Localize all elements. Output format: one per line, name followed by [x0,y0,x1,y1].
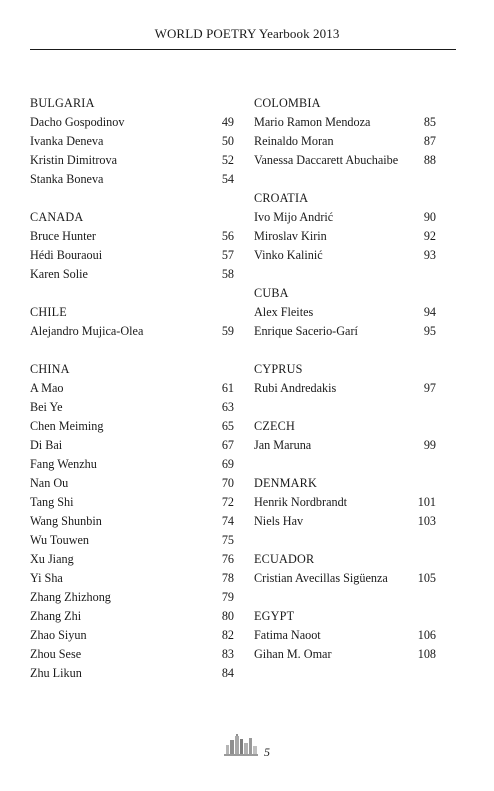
country-section [254,189,436,265]
poet-name: Zhang Zhizhong [30,590,111,604]
country-section [254,94,436,170]
page-ref: 103 [417,514,436,528]
contents-entry [30,607,234,626]
country-heading: CYPRUS [254,362,303,376]
page-ref: 78 [221,571,234,585]
page-ref: 95 [423,324,436,338]
poet-name: Henrik Nordbrandt [254,495,348,509]
contents-entry [30,531,234,550]
poet-name: Ivanka Deneva [30,134,104,148]
contents-entry [254,113,436,132]
poet-name: Alex Fleites [254,305,314,319]
poet-name: Stanka Boneva [30,172,104,186]
page-ref: 108 [417,647,436,661]
contents-column-right [254,94,436,683]
contents-entry [30,569,234,588]
poet-name: Miroslav Kirin [254,229,327,243]
contents-entry [254,322,436,341]
country-section [30,208,234,284]
country-heading: DENMARK [254,476,318,490]
page-ref: 99 [423,438,436,452]
poet-name: Chen Meiming [30,419,104,433]
country-section [254,474,436,531]
contents-entry [30,588,234,607]
country-section [254,284,436,341]
contents-entry [30,132,234,151]
page-ref: 82 [221,628,234,642]
contents-entry [254,493,436,512]
contents-entry [30,493,234,512]
page-ref: 79 [221,590,234,604]
page-ref: 52 [221,153,234,167]
contents-entry [254,208,436,227]
poet-name: Vanessa Daccarett Abuchaibe [254,153,399,167]
page-ref: 87 [423,134,436,148]
poet-name: Zhou Sese [30,647,82,661]
contents-entry [30,379,234,398]
page-number: 5 [264,745,270,759]
poet-name: Dacho Gospodinov [30,115,125,129]
poet-name: Bei Ye [30,400,63,414]
page-ref: 50 [221,134,234,148]
page-ref: 88 [423,153,436,167]
poet-name: Hédi Bouraoui [30,248,103,262]
page-ref: 106 [417,628,436,642]
contents-entry [30,474,234,493]
poet-name: Zhao Siyun [30,628,87,642]
poet-name: Bruce Hunter [30,229,96,243]
page-ref: 59 [221,324,234,338]
contents-entry [30,664,234,683]
poet-name: Xu Jiang [30,552,74,566]
page-ref: 93 [423,248,436,262]
country-heading: ECUADOR [254,552,315,566]
contents-entry [30,113,234,132]
country-section [30,94,234,189]
poet-name: Vinko Kalinić [254,248,323,262]
city-skyline-icon [224,734,258,761]
page-ref: 70 [221,476,234,490]
country-heading: CUBA [254,286,289,300]
poet-name: Di Bai [30,438,63,452]
contents-entry [30,151,234,170]
country-section [254,417,436,455]
contents-entry [254,227,436,246]
contents-entry [30,227,234,246]
country-section [254,360,436,398]
poet-name: Mario Ramon Mendoza [254,115,371,129]
page-ref: 49 [221,115,234,129]
country-heading: CANADA [30,210,84,224]
country-heading: CHILE [30,305,67,319]
page-ref: 74 [221,514,234,528]
country-heading: CROATIA [254,191,309,205]
running-header: WORLD POETRY Yearbook 2013 [154,26,340,41]
poet-name: Ivo Mijo Andrić [254,210,334,224]
poet-name: Zhang Zhi [30,609,82,623]
page-ref: 92 [423,229,436,243]
contents-entry [30,455,234,474]
poet-name: Yi Sha [30,571,63,585]
poet-name: Karen Solie [30,267,88,281]
contents-entry [30,398,234,417]
poet-name: Niels Hav [254,514,304,528]
poet-name: Fatima Naoot [254,628,321,642]
poet-name: Jan Maruna [254,438,312,452]
country-section [30,360,234,683]
page-ref: 80 [221,609,234,623]
contents-entry [30,645,234,664]
contents-entry [254,303,436,322]
poet-name: Reinaldo Moran [254,134,334,148]
poet-name: A Mao [30,381,64,395]
poet-name: Tang Shi [30,495,74,509]
page-ref: 101 [417,495,436,509]
page-ref: 85 [423,115,436,129]
contents-entry [30,512,234,531]
contents-entry [30,265,234,284]
contents-entry [30,170,234,189]
contents-entry [30,436,234,455]
page-ref: 76 [221,552,234,566]
page-ref: 67 [221,438,234,452]
page-ref: 94 [423,305,436,319]
contents-entry [254,626,436,645]
poet-name: Enrique Sacerio-Garí [254,324,358,338]
poet-name: Zhu Likun [30,666,82,680]
contents-entry [254,132,436,151]
contents-entry [254,569,436,588]
country-heading: EGYPT [254,609,295,623]
page-ref: 83 [221,647,234,661]
page-ref: 58 [221,267,234,281]
page-ref: 84 [221,666,234,680]
page-ref: 105 [417,571,436,585]
poet-name: Rubi Andredakis [254,381,337,395]
contents-entry [30,246,234,265]
country-section [254,607,436,664]
page-ref: 97 [423,381,436,395]
contents-entry [254,512,436,531]
contents-entry [30,417,234,436]
contents-entry [254,436,436,455]
contents-entry [254,645,436,664]
page-ref: 69 [221,457,234,471]
poet-name: Wu Touwen [30,533,90,547]
contents-column-left [30,94,234,702]
country-heading: CHINA [30,362,70,376]
page-ref: 72 [221,495,234,509]
page-ref: 75 [221,533,234,547]
poet-name: Wang Shunbin [30,514,102,528]
contents-entry [30,550,234,569]
contents-entry [254,379,436,398]
contents-entry [254,151,436,170]
page-ref: 54 [221,172,234,186]
page-ref: 65 [221,419,234,433]
country-heading: BULGARIA [30,96,95,110]
poet-name: Nan Ou [30,476,69,490]
contents-entry [254,246,436,265]
country-heading: COLOMBIA [254,96,321,110]
poet-name: Fang Wenzhu [30,457,97,471]
page-ref: 90 [423,210,436,224]
poet-name: Cristian Avecillas Sigüenza [254,571,388,585]
poet-name: Alejandro Mujica-Olea [30,324,144,338]
header-rule [30,49,456,50]
poet-name: Gihan M. Omar [254,647,332,661]
contents-entry [30,322,234,341]
country-heading: CZECH [254,419,295,433]
page-ref: 56 [221,229,234,243]
page-ref: 57 [221,248,234,262]
poet-name: Kristin Dimitrova [30,153,117,167]
page-ref: 61 [221,381,234,395]
page-ref: 63 [221,400,234,414]
country-section [30,303,234,341]
page-footer [0,735,494,761]
contents-entry [30,626,234,645]
country-section [254,550,436,588]
